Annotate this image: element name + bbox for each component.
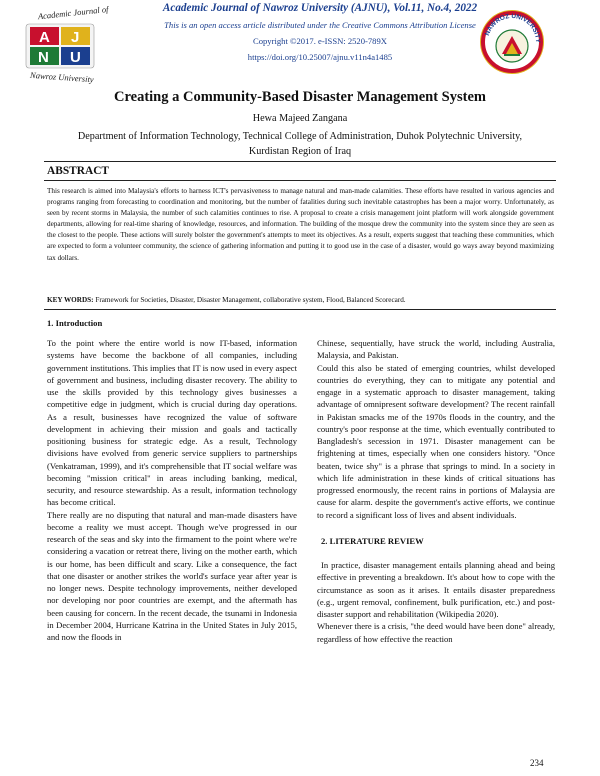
ajnu-logo [8,6,112,86]
keywords-label: KEY WORDS: [47,296,94,304]
page-number: 234 [530,758,544,768]
keywords-divider [44,309,556,310]
logo-letter-u: U [70,49,81,66]
license-line: This is an open access article distributed under the Creative Commons Attribution License [164,20,476,30]
lit-paragraph-2: Whenever there is a crisis, "the deed would have been done" already, regardless of how effective the reaction [317,621,555,644]
keywords-list: Framework for Societies, Disaster, Disaster Management, collaborative system, Flood, Balanced Scorecard. [93,296,406,304]
abstract-divider [44,180,556,181]
affiliation-line-2: Kurdistan Region of Iraq [248,146,352,157]
column-right [317,337,555,645]
nawroz-university-seal [478,8,546,76]
col2-paragraph-1: Chinese, sequentially, have struck the world, including Australia, Malaysia, and Pakistan. [317,338,555,361]
abstract-heading: ABSTRACT [47,165,110,177]
copyright-line: Copyright ©2017. e-ISSN: 2520-789X [252,36,387,46]
col2-paragraph-2: Could this also be stated of emerging countries, whilst developed countries do everything, they can to mitigate any potential and engage in a systematic approach to disaster management, taking advantage of omnipresent software development? The recent rainfall in Pakistan smacks me of the 1970s floods in the country, and the country's poor response at the time, which eventually contributed to Bangladesh's secession in 1971. Disaster management can be frightening at times, especially when one considers history. "Once beaten, twice shy" is a phrase that springs to mind. In a society in which life administration in these kinds of critical situations has progressed enormously, the recent rains in portions of Malaysia are cause for alarm. despite the government's active efforts, we continue to record a significant loss of lives and absent individuals. [317,362,555,520]
paper-title: Creating a Community-Based Disaster Management System [113,89,486,105]
lit-paragraph-1: In practice, disaster management entails planning ahead and being effective in preventing a breakdown. It's about how to cope with the circumstance as soon as it arises. It entails disaster preparedness (e.g., urgent removal, confinement, bulk purification, etc.) and post-disaster support and rehabilitation (Wikipedia 2020). [317,560,555,619]
literature-review-heading: 2. LITERATURE REVIEW [321,535,424,546]
keywords [47,295,554,306]
abstract-text: This research is aimed into Malaysia's efforts to harness ICT's pervasiveness to manage natural and man-made calamities. These efforts have resulted in various agencies and programs ranging from forecasting to coordination and monitoring, but the number of fatalities during such inevitable catastrophes has been a major worry. Unfortunately, as seen by recent storms in Malaysia, the number of such calamities continues to rise. A proposal to create a crisis management joint platform will work alongside government departments, allowing for real-time sharing of knowledge, resources, and information. The building of the mosque drew the community into the system since they are seen as the closest to the people. These actions will surely bolster the government's attempts to meet its objectives. As a result, experts suggest that teaching these communities, which are expected to form a volunteer community, the science of gathering information and putting it to good use in the case of a disaster, would go ways away beyond maximizing tax dollars. [47,187,554,262]
affiliation-line-1: Department of Information Technology, Technical College of Administration, Duhok Polytechnic University, [77,131,523,142]
column-left [47,337,297,643]
seal-text: NAWROZ UNIVERSITY [483,12,542,44]
affiliation [40,129,560,159]
logo-letter-a: A [39,29,50,46]
journal-header: Academic Journal of Nawroz University (AJNU), Vol.11, No.4, 2022 [162,2,478,14]
logo-letter-j: J [71,29,80,46]
logo-bottom-text: Nawroz University [29,69,95,85]
intro-paragraph-1: To the point where the entire world is now IT-based, information systems have become the backbone of all companies, including government institutions. This implies that IT is now used in every aspect of government and business, including disaster recovery. The ability to use the skills provided by this technology gives businesses a competitive edge in judgment, which is crucial during day operations. As a result, businesses have recognized the value of software development in achieving their mission and goals and tactically positioning business for strategic edge. As a result, Technology divisions have evolved from generic service suppliers to partnerships (Venkatraman, 1999), and it's comprehensible that IT social welfare was becoming "mission critical" in areas including banking, medical, security, and resource stewardship. As a result, information technology has become critical. [47,338,297,508]
intro-heading: 1. Introduction [47,318,103,328]
logo-top-text: Academic Journal of [37,6,109,22]
top-divider [44,161,556,162]
doi-link[interactable]: https://doi.org/10.25007/ajnu.v11n4a1485 [247,52,393,62]
logo-letter-n: N [38,49,49,66]
author-name: Hewa Majeed Zangana [252,113,348,124]
intro-paragraph-2: There really are no disputing that natural and man-made disasters have become a reality we must accept. Though we've progressed in our research of the seas and sky into the firmament to the point where we're considering a vacation or retreat there, living on the mother earth, which is our home, has been difficult and scary. Like a consequence, the fact that one disaster or another strikes the world's surface year after year is no longer news. Despite technology improvements, neither developed nor developing nor poor countries are exempt, and the aftermath has been causing for concern. In the recent decade, the tsunami in Indonesia in December 2004, Hurricane Katrina in the United States in July 2015, and now the floods in [47,509,297,642]
